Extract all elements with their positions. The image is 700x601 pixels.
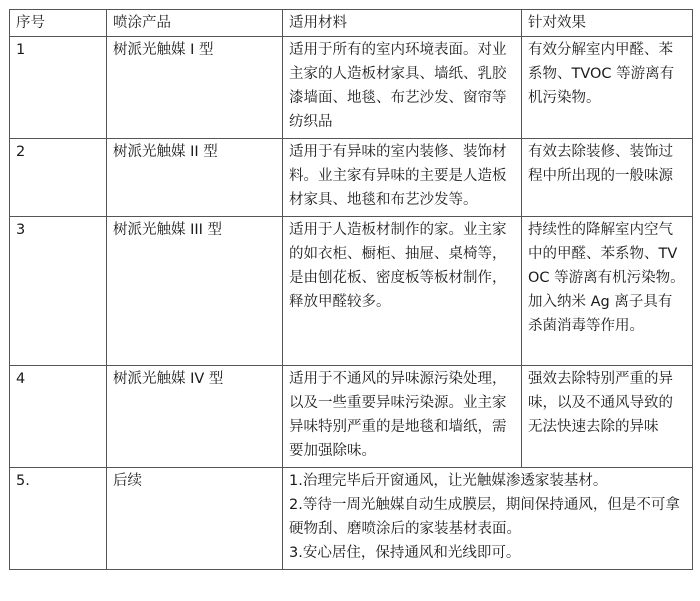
header-material: 适用材料 [283, 10, 522, 37]
table-row [10, 366, 693, 468]
row-product: 树派光触媒 II 型 [107, 139, 283, 217]
row-material: 适用于人造板材制作的家。业主家的如衣柜、橱柜、抽屉、桌椅等，是由刨花板、密度板等板材制作，释放甲醛较多。 [283, 217, 522, 366]
row-material: 适用于所有的室内环境表面。对业主家的人造板材家具、墙纸、乳胶漆墙面、地毯、布艺沙发、窗帘等纺织品 [283, 37, 522, 139]
row-effect: 持续性的降解室内空气中的甲醛、苯系物、TVOC 等游离有机污染物。加入纳米 Ag 离子具有杀菌消毒等作用。 [522, 217, 693, 366]
row-product: 后续 [107, 468, 283, 570]
table-row [10, 217, 693, 366]
row-number: 2 [10, 139, 107, 217]
followup-step: 1.治理完毕后开窗通风，让光触媒渗透家装基材。 [289, 473, 608, 489]
row-number: 4 [10, 366, 107, 468]
table-row [10, 37, 693, 139]
row-effect: 有效分解室内甲醛、苯系物、TVOC 等游离有机污染物。 [522, 37, 693, 139]
row-product: 树派光触媒 III 型 [107, 217, 283, 366]
row-product: 树派光触媒 IV 型 [107, 366, 283, 468]
row-product: 树派光触媒 I 型 [107, 37, 283, 139]
header-row [10, 10, 693, 37]
row-number: 5. [10, 468, 107, 570]
header-no: 序号 [10, 10, 107, 37]
followup-steps [283, 468, 693, 570]
header-product: 喷涂产品 [107, 10, 283, 37]
row-number: 3 [10, 217, 107, 366]
followup-step: 2.等待一周光触媒自动生成膜层，期间保持通风，但是不可拿硬物刮、磨喷涂后的家装基材表面。 [289, 497, 680, 537]
followup-step: 3.安心居住，保持通风和光线即可。 [289, 545, 521, 561]
row-effect: 有效去除装修、装饰过程中所出现的一般味源 [522, 139, 693, 217]
table-row-followup [10, 468, 693, 570]
header-effect: 针对效果 [522, 10, 693, 37]
table-row [10, 139, 693, 217]
row-number: 1 [10, 37, 107, 139]
row-material: 适用于有异味的室内装修、装饰材料。业主家有异味的主要是人造板材家具、地毯和布艺沙发等。 [283, 139, 522, 217]
product-table [9, 9, 693, 570]
row-material: 适用于不通风的异味源污染处理，以及一些重要异味污染源。业主家异味特别严重的是地毯和墙纸，需要加强除味。 [283, 366, 522, 468]
row-effect: 强效去除特别严重的异味，以及不通风导致的无法快速去除的异味 [522, 366, 693, 468]
